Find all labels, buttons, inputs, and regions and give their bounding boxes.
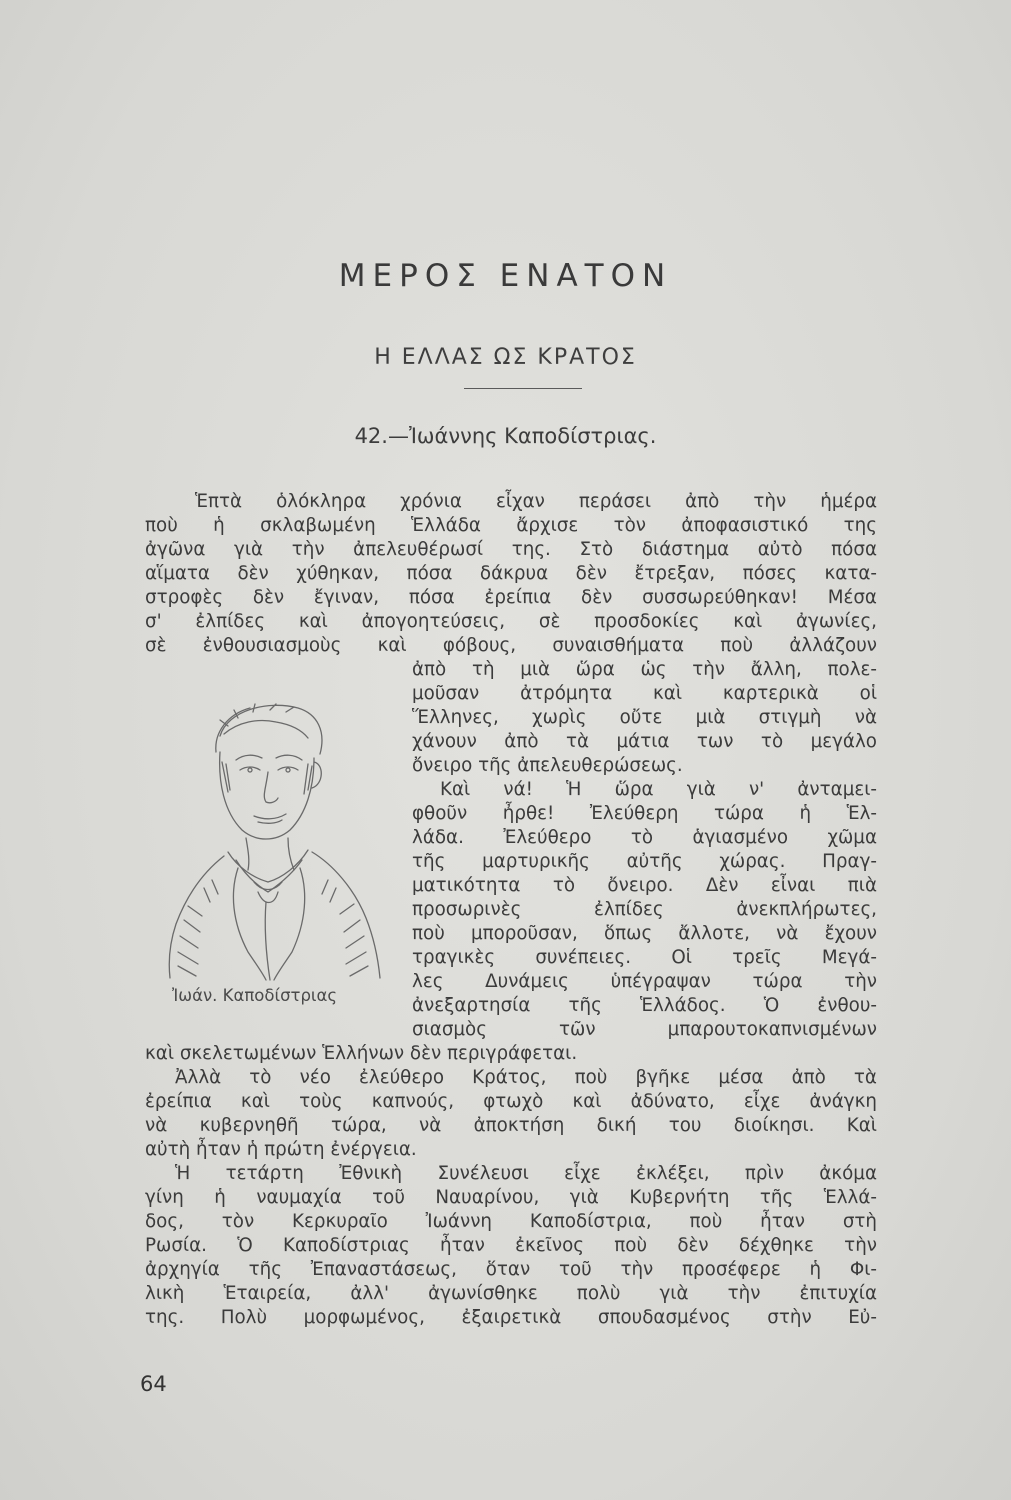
text-line: ἀγῶνα γιὰ τὴν ἀπελευθέρωσί της. Στὸ διάστημα αὐτὸ πόσα [145,539,877,560]
text-line: ποὺ ἡ σκλαβωμένη Ἑλλάδα ἄρχισε τὸν ἀποφασιστικό της [145,515,877,536]
part-title: ΜΕΡΟΣ ΕΝΑΤΟΝ [338,258,673,294]
text-line: Ἡ τετάρτη Ἐθνικὴ Συνέλευσι εἶχε ἐκλέξει, πρὶν ἀκόμα [175,1163,877,1184]
text-line: λικὴ Ἑταιρεία, ἀλλ' ἀγωνίσθηκε πολὺ γιὰ τὴν ἐπιτυχία [145,1283,877,1304]
text-line: σ' ἐλπίδες καὶ ἀπογοητεύσεις, σὲ προσδοκίες καὶ ἀγωνίες, [145,611,877,632]
portrait-caption: Ἰωάν. Καποδίστριας [172,986,338,1005]
section-title: 42.—Ἰωάννης Καποδίστριας. [354,424,657,448]
text-line: αἵματα δὲν χύθηκαν, πόσα δάκρυα δὲν ἔτρεξαν, πόσες κατα- [145,563,877,584]
text-line: γίνη ἡ ναυμαχία τοῦ Ναυαρίνου, γιὰ Κυβερνήτη τῆς Ἑλλά- [145,1187,877,1208]
text-line: καὶ σκελετωμένων Ἑλλήνων δὲν περιγράφεται. [145,1043,578,1064]
text-line: ποὺ μποροῦσαν, ὅπως ἄλλοτε, νὰ ἔχουν [412,923,877,944]
text-line: Καὶ νά! Ἡ ὥρα γιὰ ν' ἀνταμει- [440,779,877,800]
text-line: λες Δυνάμεις ὑπέγραψαν τώρα τὴν [412,971,877,992]
text-line: δος, τὸν Κερκυραῖο Ἰωάννη Καποδίστρια, ποὺ ἦταν στὴ [145,1211,877,1232]
text-line: ἐρείπια καὶ τοὺς καπνούς, φτωχὸ καὶ ἀδύνατο, εἶχε ἀνάγκη [145,1091,877,1112]
text-line: φθοῦν ἦρθε! Ἐλεύθερη τώρα ἡ Ἑλ- [412,803,877,824]
text-line: αὐτὴ ἦταν ἡ πρώτη ἐνέργεια. [145,1139,417,1160]
text-line: ἀρχηγία τῆς Ἐπαναστάσεως, ὅταν τοῦ τὴν προσέφερε ἡ Φι- [145,1259,877,1280]
text-line: νὰ κυβερνηθῆ τώρα, νὰ ἀποκτήση δική του διοίκησι. Καὶ [145,1115,877,1136]
text-line: τῆς μαρτυρικῆς αὐτῆς χώρας. Πραγ- [412,851,877,872]
text-line: χάνουν ἀπὸ τὰ μάτια των τὸ μεγάλο [412,731,877,752]
text-line: ὄνειρο τῆς ἀπελευθερώσεως. [412,755,683,776]
text-line: ἀνεξαρτησία τῆς Ἑλλάδος. Ὁ ἐνθου- [412,995,877,1016]
text-line: Ἕλληνες, χωρὶς οὔτε μιὰ στιγμὴ νὰ [412,707,877,728]
title-divider [464,388,582,389]
text-line: ἀπὸ τὴ μιὰ ὥρα ὡς τὴν ἄλλη, πολε- [412,659,877,680]
page-number: 64 [140,1372,167,1396]
portrait-illustration [158,692,398,982]
text-line: Ρωσία. Ὁ Καποδίστριας ἦταν ἐκεῖνος ποὺ δὲν δέχθηκε τὴν [145,1235,877,1256]
text-line: στροφὲς δὲν ἔγιναν, πόσα ἐρείπια δὲν συσσωρεύθηκαν! Μέσα [145,587,877,608]
text-line: σὲ ἐνθουσιασμοὺς καὶ φόβους, συναισθήματα ποὺ ἀλλάζουν [145,635,877,656]
text-line: Ἀλλὰ τὸ νέο ἐλεύθερο Κράτος, ποὺ βγῆκε μέσα ἀπὸ τὰ [175,1067,877,1088]
chapter-title: Η ΕΛΛΑΣ ΩΣ ΚΡΑΤΟΣ [374,345,637,370]
text-line: λάδα. Ἐλεύθερο τὸ ἁγιασμένο χῶμα [412,827,877,848]
text-line: σιασμὸς τῶν μπαρουτοκαπνισμένων [412,1019,877,1040]
text-line: της. Πολὺ μορφωμένος, ἐξαιρετικὰ σπουδασμένος στὴν Εὐ- [145,1307,877,1328]
text-line: Ἑπτὰ ὁλόκληρα χρόνια εἶχαν περάσει ἀπὸ τὴν ἡμέρα [195,491,877,512]
text-line: ματικότητα τὸ ὄνειρο. Δὲν εἶναι πιὰ [412,875,877,896]
text-line: μοῦσαν ἀτρόμητα καὶ καρτερικὰ οἱ [412,683,877,704]
text-line: προσωρινὲς ἐλπίδες ἀνεκπλήρωτες, [412,899,877,920]
text-line: τραγικὲς συνέπειες. Οἱ τρεῖς Μεγά- [412,947,877,968]
